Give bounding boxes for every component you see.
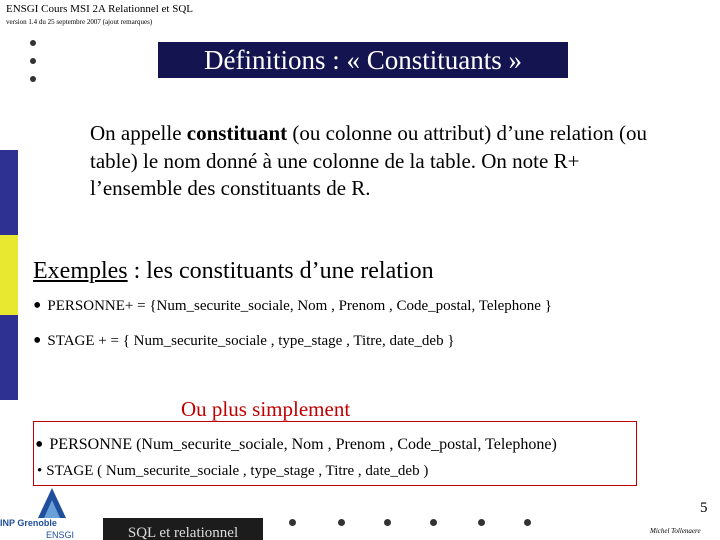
simplified-item-text: PERSONNE (Num_securite_sociale, Nom , Prenom , Code_postal, Telephone) [49, 436, 557, 453]
simplified-item-personne [35, 432, 557, 458]
logo-text-2: ENSGI [46, 530, 75, 540]
definition-term: constituant [186, 121, 288, 145]
bullet-icon: • [33, 328, 42, 354]
decorative-dot [478, 519, 485, 526]
version-note: version 1.4 du 25 septembre 2007 (ajout remarques) [6, 18, 153, 26]
definition-rest: (ou colonne ou attribut) d’une relation (ou table) le nom donné à une colonne de la table. On note R+ l’ensemble des constituants de R. [90, 121, 647, 200]
bullet-icon: • [37, 463, 43, 479]
simplified-item-text: STAGE ( Num_securite_sociale , type_stage , Titre , date_deb ) [46, 463, 429, 479]
footer-tab: SQL et relationnel [103, 518, 263, 540]
decorative-dot [338, 519, 345, 526]
decorative-dot [524, 519, 531, 526]
definition-lead: On appelle [90, 121, 187, 145]
examples-heading-rest: : les constituants d’une relation [127, 258, 434, 284]
decorative-dot [430, 519, 437, 526]
decorative-dot [30, 58, 36, 64]
example-item-stage [33, 328, 455, 354]
examples-heading [33, 256, 434, 286]
logo-text-1: INP Grenoble [0, 518, 57, 528]
author-name: Michel Tollenaere [650, 527, 701, 535]
simplified-item-stage [37, 461, 428, 481]
definition-paragraph [90, 120, 650, 203]
side-bar-blue-top [0, 150, 18, 235]
simplified-box [33, 421, 637, 486]
simplified-heading: Ou plus simplement [181, 397, 351, 421]
example-item-text: STAGE + = { Num_securite_sociale , type_stage , Titre, date_deb } [47, 333, 455, 349]
side-bar-yellow [0, 235, 18, 315]
page-number: 5 [700, 500, 708, 516]
decorative-dot [30, 76, 36, 82]
decorative-dot [289, 519, 296, 526]
decorative-dot [384, 519, 391, 526]
slide-title: Définitions : « Constituants » [158, 42, 568, 78]
example-item-personne [33, 293, 552, 319]
inp-grenoble-logo [0, 482, 84, 540]
course-header: ENSGI Cours MSI 2A Relationnel et SQL [6, 3, 193, 15]
decorative-dot [30, 40, 36, 46]
example-item-text: PERSONNE+ = {Num_securite_sociale, Nom , Prenom , Code_postal, Telephone } [47, 298, 552, 314]
bullet-icon: • [33, 293, 42, 319]
bullet-icon: • [35, 432, 44, 458]
examples-heading-underlined: Exemples [33, 258, 128, 284]
side-bar-blue-bottom [0, 315, 18, 400]
